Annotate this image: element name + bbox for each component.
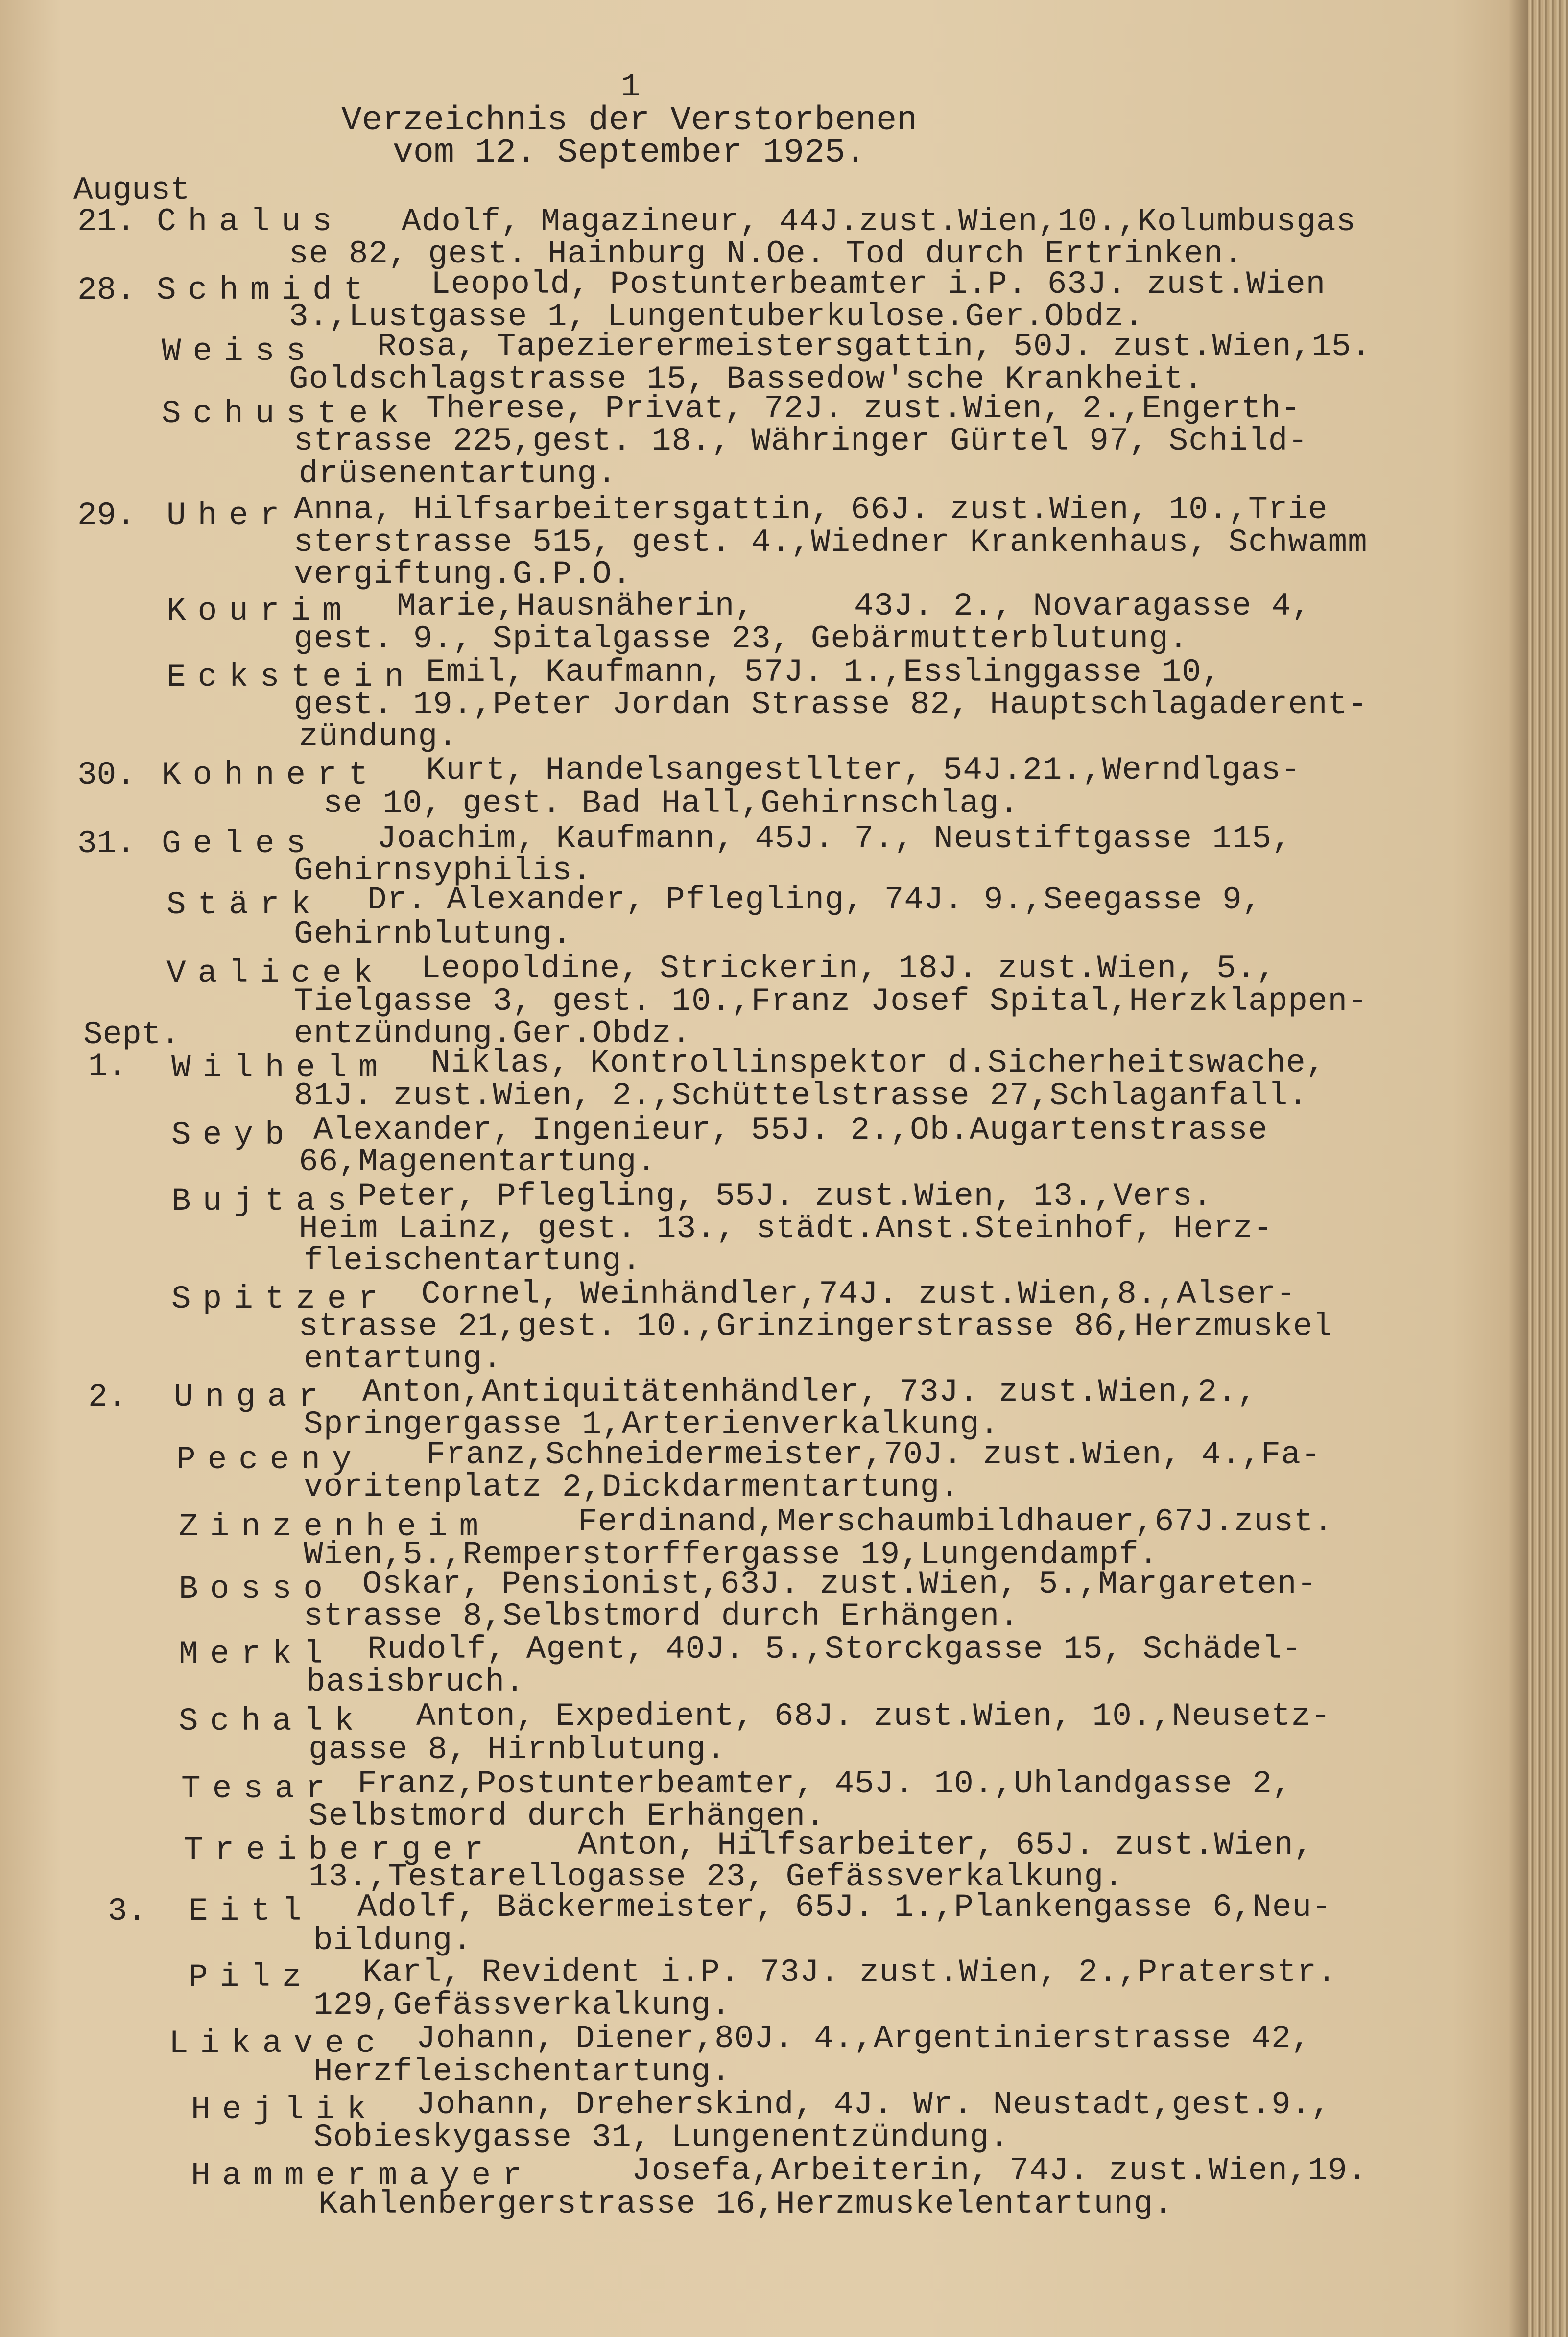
date-29: 29. [77,497,136,534]
entry-name: Kourim [166,593,354,629]
entry-line: gasse 8, Hirnblutung. [309,1731,726,1768]
title-line-1: Verzeichnis der Verstorbenen [341,101,918,140]
entry-line: 81J. zust.Wien, 2.,Schüttelstrasse 27,Schlaganfall. [294,1077,1308,1114]
entry-name: Stärk [166,886,323,923]
entry-name: Eitl [189,1893,313,1930]
entry-name: Ungar [174,1379,330,1415]
entry-name: Pilz [189,1959,313,1996]
entry-line: gest. 9., Spitalgasse 23, Gebärmutterblutung. [294,620,1189,657]
entry-line: vergiftung.G.P.O. [294,556,632,593]
entry-line: Karl, Revident i.P. 73J. zust.Wien, 2.,Praterstr. [362,1954,1337,1991]
entry-line: basisbruch. [306,1664,525,1700]
entry-line: sterstrasse 515, gest. 4.,Wiedner Krankenhaus, Schwamm [294,524,1368,561]
entry-line: Franz,Schneidermeister,70J. zust.Wien, 4.,Fa- [426,1436,1321,1473]
entry-line: Adolf, Bäckermeister, 65J. 1.,Plankengasse 6,Neu- [357,1889,1332,1926]
entry-line: voritenplatz 2,Dickdarmentartung. [304,1469,960,1505]
entry-line: Joachim, Kaufmann, 45J. 7., Neustiftgasse 115, [377,820,1292,857]
entry-name: Uher [166,497,291,534]
entry-line: zündung. [299,718,458,755]
entry-line: Gehirnblutung. [294,916,572,953]
entry-line: se 10, gest. Bad Hall,Gehirnschlag. [323,785,1020,822]
entry-line: Wien,5.,Remperstorffergasse 19,Lungendampf. [304,1536,1159,1573]
entry-line: Anton,Antiquitätenhändler, 73J. zust.Wien,2., [362,1374,1258,1410]
entry-line: Dr. Alexander, Pflegling, 74J. 9.,Seegasse 9, [367,882,1262,918]
entry-line: Rosa, Tapezierermeistersgattin, 50J. zust.Wien,15. [377,328,1372,365]
entry-line: Sobieskygasse 31, Lungenentzündung. [313,2119,1010,2156]
entry-line: entzündung.Ger.Obdz. [294,1015,692,1052]
entry-line: Anton, Expedient, 68J. zust.Wien, 10.,Neusetz- [416,1698,1331,1735]
entry-name: Seyb [171,1117,296,1153]
entry-line: Adolf, Magazineur, 44J.zust.Wien,10.,Kolumbusgas [402,203,1356,240]
date-1: 1. [88,1048,127,1085]
entry-line: strasse 21,gest. 10.,Grinzingerstrasse 86,Herzmuskel [299,1308,1333,1345]
entry-name: Kohnert [162,757,380,793]
entry-line: Tielgasse 3, gest. 10.,Franz Josef Spital,Herzklappen- [294,983,1368,1020]
entry-line: Selbstmord durch Erhängen. [309,1798,826,1835]
entry-line: se 82, gest. Hainburg N.Oe. Tod durch Ertrinken. [289,236,1244,272]
entry-line: Leopoldine, Strickerin, 18J. zust.Wien, 5., [421,950,1277,987]
entry-line: Marie,Hausnäherin, 43J. 2., Novaragasse 4, [397,588,1311,624]
entry-line: 129,Gefässverkalkung. [313,1987,731,2024]
page-number: 1 [621,69,641,105]
entry-name: Wilhelm [171,1049,390,1086]
entry-name: Merkl [179,1636,335,1672]
entry-line: Goldschlagstrasse 15, Bassedow'sche Krankheit. [289,361,1204,398]
entry-line: Leopold, Postunterbeamter i.P. 63J. zust.Wien [431,266,1326,303]
entry-name: Schalk [179,1703,366,1740]
entry-name: Geles [162,825,318,862]
entry-name: Bujtas [171,1183,358,1219]
entry-line: Heim Lainz, gest. 13., städt.Anst.Steinhof, Herz- [299,1210,1273,1247]
entry-name: Valicek [166,955,385,992]
entry-name: Eckstein [166,659,416,695]
entry-name: Treiberger [184,1832,496,1868]
entry-line: Oskar, Pensionist,63J. zust.Wien, 5.,Margareten- [362,1566,1317,1602]
entry-line: Rudolf, Agent, 40J. 5.,Storckgasse 15, Schädel- [367,1631,1302,1668]
entry-line: Kahlenbergerstrasse 16,Herzmuskelentartung. [318,2186,1174,2222]
entry-line: Gehirnsyphilis. [294,852,593,889]
entry-line: 3.,Lustgasse 1, Lungentuberkulose.Ger.Obdz. [289,298,1144,335]
entry-name: Peceny [176,1441,363,1478]
entry-name: Hammermayer [191,2157,534,2194]
entry-name: Hejlik [191,2091,378,2128]
entry-line: 66,Magenentartung. [299,1144,657,1180]
entry-line: Alexander, Ingenieur, 55J. 2.,Ob.Augartenstrasse [313,1112,1268,1148]
entry-line: Ferdinand,Merschaumbildhauer,67J.zust. [578,1503,1334,1540]
entry-line: Kurt, Handelsangestllter, 54J.21.,Werndlgas- [426,752,1301,788]
entry-name: Schustek [162,395,411,432]
entry-line: Cornel, Weinhändler,74J. zust.Wien,8.,Alser- [421,1276,1296,1312]
entry-line: Johann, Diener,80J. 4.,Argentinierstrasse 42, [416,2020,1311,2057]
title-line-2: vom 12. September 1925. [392,134,866,172]
date-3: 3. [108,1893,147,1930]
date-30: 30. [77,757,136,793]
entry-line: gest. 19.,Peter Jordan Strasse 82, Hauptschlagaderent- [294,686,1368,723]
date-31: 31. [77,825,136,862]
date-2: 2. [88,1379,127,1415]
entry-line: Therese, Privat, 72J. zust.Wien, 2.,Engerth- [426,390,1301,427]
entry-line: Emil, Kaufmann, 57J. 1.,Esslinggasse 10, [426,654,1222,691]
entry-line: Johann, Dreherskind, 4J. Wr. Neustadt,gest.9., [416,2086,1331,2123]
month-sept: Sept. [83,1016,181,1053]
date-28: 28. [77,272,136,309]
entry-line: strasse 8,Selbstmord durch Erhängen. [304,1598,1020,1635]
entry-line: fleischentartung. [304,1242,642,1279]
entry-name: Zinzenheim [179,1508,491,1545]
entry-line: drüsenentartung. [299,455,617,492]
entry-line: entartung. [304,1340,503,1377]
entry-line: Franz,Postunterbeamter, 45J. 10.,Uhlandgasse 2, [357,1765,1292,1802]
book-page-edges [1528,0,1568,2337]
entry-line: 13.,Testarellogasse 23, Gefässverkalkung. [309,1859,1124,1895]
entry-name: Spitzer [171,1281,390,1317]
entry-name: Schmidt [157,272,375,309]
entry-line: Springergasse 1,Arterienverkalkung. [304,1406,1000,1443]
entry-line: Herzfleischentartung. [313,2053,731,2090]
entry-line: Anton, Hilfsarbeiter, 65J. zust.Wien, [578,1827,1314,1863]
date-21: 21. [77,203,136,240]
entry-name: Tesar [181,1770,337,1807]
entry-line: bildung. [313,1922,473,1959]
entry-line: Anna, Hilfsarbeitersgattin, 66J. zust.Wien, 10.,Trie [294,491,1328,528]
entry-name: Chalus [157,203,344,240]
entry-line: Niklas, Kontrollinspektor d.Sicherheitswache, [431,1045,1326,1081]
entry-line: Peter, Pflegling, 55J. zust.Wien, 13.,Vers. [357,1178,1213,1215]
page-edge-shadow [1508,0,1528,2337]
entry-name: Bosso [179,1571,335,1607]
entry-line: strasse 225,gest. 18., Währinger Gürtel 97, Schild- [294,423,1308,459]
entry-name: Likavec [169,2025,387,2062]
month-august: August [73,172,190,209]
entry-line: Josefa,Arbeiterin, 74J. zust.Wien,19. [632,2152,1368,2189]
entry-name: Weiss [162,333,318,370]
